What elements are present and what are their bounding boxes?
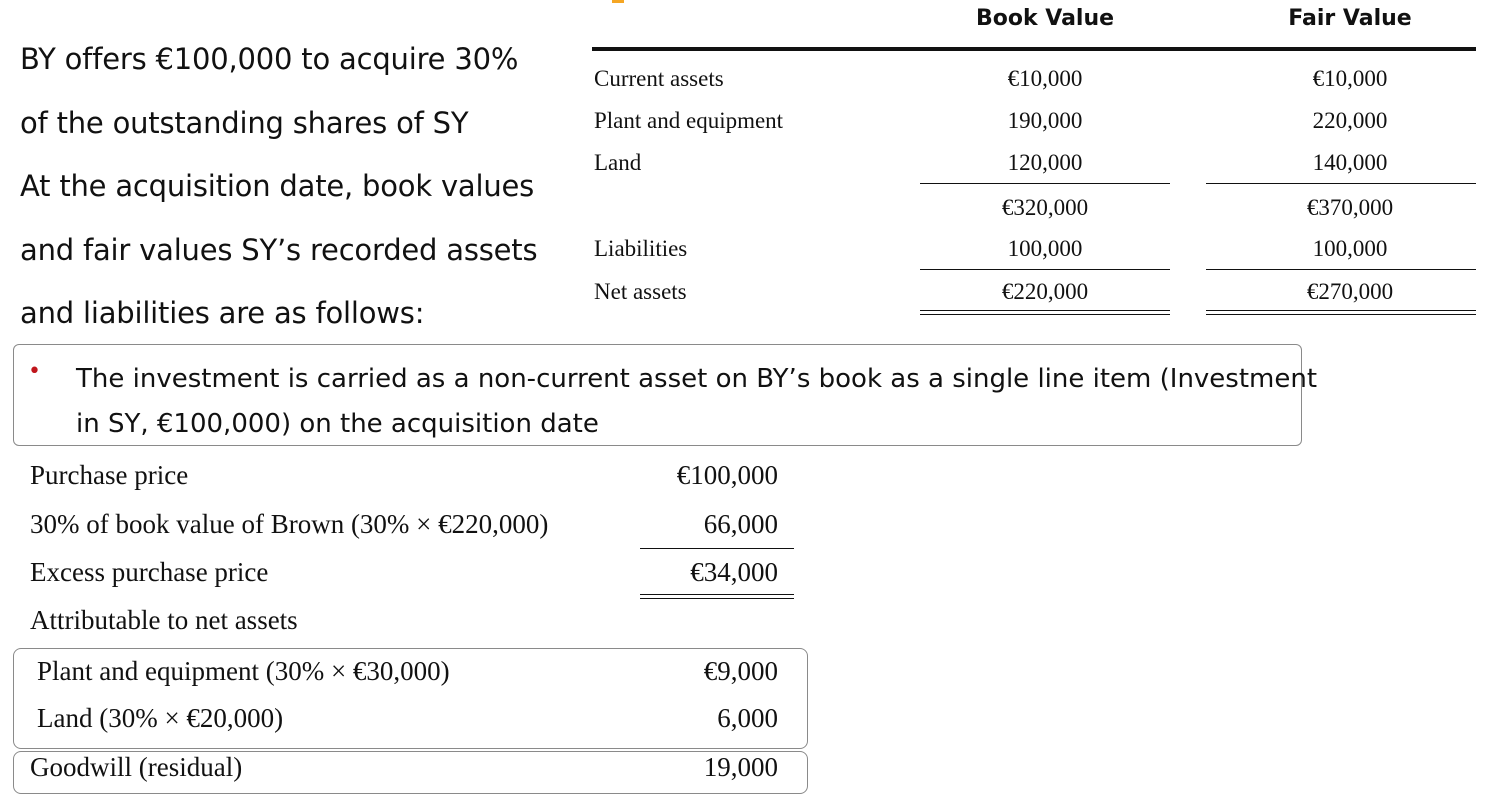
bullet-dot-icon: •: [28, 359, 41, 384]
land-allocation-label: Land (30% × €20,000): [37, 703, 284, 733]
goodwill-value: 19,000: [703, 752, 778, 782]
purchase-price-value: €100,000: [676, 460, 778, 490]
excess-label: Excess purchase price: [30, 557, 269, 587]
row-label-land: Land: [594, 150, 642, 175]
plant-allocation-label: Plant and equipment (30% × €30,000): [37, 656, 450, 686]
fair-plant: 220,000: [1312, 108, 1388, 133]
header-book-value: Book Value: [975, 6, 1115, 31]
row-label-current-assets: Current assets: [594, 66, 724, 91]
fair-liabilities: 100,000: [1312, 236, 1388, 261]
row-label-net-assets: Net assets: [594, 279, 687, 304]
book-net-assets: €220,000: [1001, 279, 1089, 304]
callout-text: [76, 357, 1318, 447]
header-rule: [592, 47, 1476, 51]
book-total-assets: €320,000: [1001, 195, 1089, 220]
book-land: 120,000: [1007, 150, 1083, 175]
fair-current-assets: €10,000: [1312, 66, 1388, 91]
land-allocation-value: 6,000: [717, 703, 778, 733]
investment-note-callout: [13, 344, 1318, 446]
plant-allocation-value: €9,000: [703, 656, 778, 686]
purchase-price-label: Purchase price: [30, 460, 189, 490]
book-share-label: 30% of book value of Brown (30% × €220,000): [30, 509, 549, 539]
book-share-value: 66,000: [703, 509, 778, 539]
excess-rule: [640, 548, 794, 549]
excess-double-rule: [640, 594, 794, 599]
double-rule-book: [920, 310, 1170, 315]
goodwill-label: Goodwill (residual): [30, 752, 243, 782]
subtotal-rule-book: [920, 183, 1170, 184]
intro-line: BY offers €100,000 to acquire 30%: [20, 42, 519, 76]
net-rule-fair: [1206, 269, 1476, 270]
row-label-liabilities: Liabilities: [594, 236, 688, 261]
book-current-assets: €10,000: [1007, 66, 1083, 91]
book-liabilities: 100,000: [1007, 236, 1083, 261]
double-rule-fair: [1206, 310, 1476, 315]
book-plant: 190,000: [1007, 108, 1083, 133]
header-fair-value: Fair Value: [1288, 6, 1412, 31]
intro-paragraph: [20, 28, 580, 346]
excess-value: €34,000: [690, 557, 778, 587]
callout-line: The investment is carried as a non-current asset on BY’s book as a single line item (Investment: [76, 364, 1318, 394]
callout-line: in SY, €100,000) on the acquisition date: [76, 409, 599, 439]
attributable-heading: Attributable to net assets: [30, 605, 298, 635]
orange-accent-mark: [612, 0, 624, 3]
row-label-plant: Plant and equipment: [594, 108, 784, 133]
fair-net-assets: €270,000: [1306, 279, 1394, 304]
intro-line: and liabilities are as follows:: [20, 296, 425, 330]
subtotal-rule-fair: [1206, 183, 1476, 184]
intro-line: of the outstanding shares of SY: [20, 105, 469, 140]
intro-line: and fair values SY’s recorded assets: [20, 232, 538, 267]
net-rule-book: [920, 269, 1170, 270]
fair-total-assets: €370,000: [1306, 195, 1394, 220]
intro-line: At the acquisition date, book values: [20, 169, 535, 203]
fair-land: 140,000: [1312, 150, 1388, 175]
